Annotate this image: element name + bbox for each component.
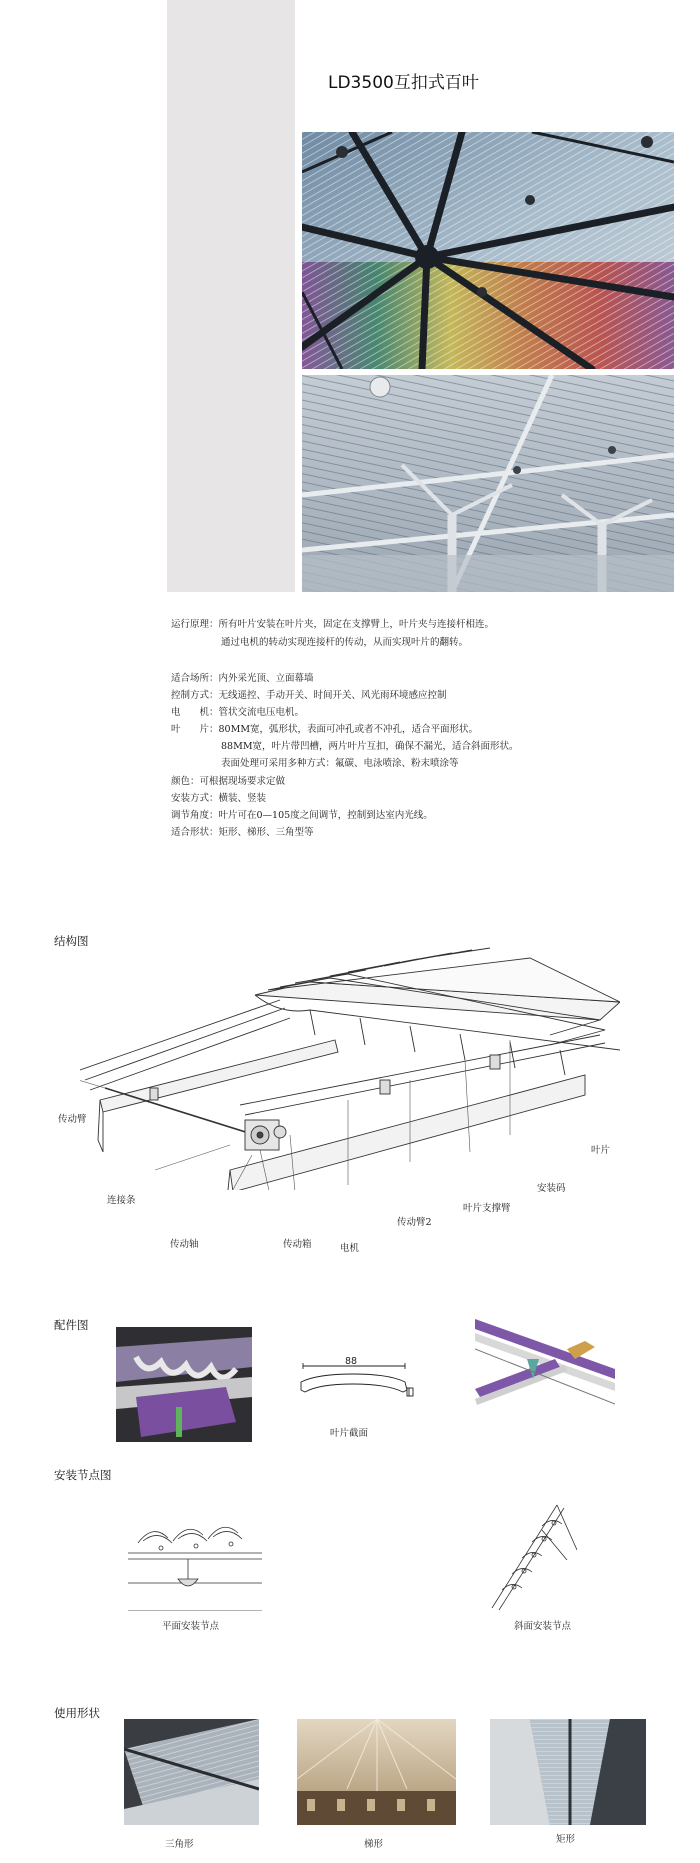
blade-section-drawing [297,1356,421,1410]
spec-row: 调节角度：叶片可在0—105度之间调节，控制到达室内光线。 [171,810,433,821]
caption-triangle: 三角形 [165,1839,194,1850]
label-motor: 电机 [340,1243,360,1254]
caption-slope-install: 斜面安装节点 [514,1621,572,1632]
spec-row: 电 机：管状交流电压电机。 [171,707,305,718]
caption-rectangle: 矩形 [556,1834,576,1845]
label-blade: 叶片 [591,1145,611,1156]
dimension-88: 88 [345,1356,358,1367]
label-mounting-bracket: 安装码 [537,1183,566,1194]
atrium-louvre-photo [302,375,674,592]
skylight-photo-radial [302,132,674,369]
label-blade-support-arm: 叶片支撑臂 [463,1203,511,1214]
spec-row: 88MM宽，叶片带凹槽，两片叶片互扣，确保不漏光，适合斜面形状。 [221,741,519,752]
shape-photo-trapezoid [297,1719,456,1825]
section-heading-shapes: 使用形状 [54,1706,100,1720]
spec-row: 颜色：可根据现场要求定做 [171,776,286,787]
structure-diagram [80,940,620,1190]
spec-row: 控制方式：无线遥控、手动开关、时间开关、风光雨环境感应控制 [171,690,447,701]
spec-row: 适合场所：内外采光顶、立面幕墙 [171,673,314,684]
shape-photo-rectangle [490,1719,646,1825]
spec-row: 运行原理：所有叶片安装在叶片夹，固定在支撑臂上，叶片夹与连接杆相连。 [171,619,495,630]
page-title: LD3500互扣式百叶 [328,73,479,93]
spec-row: 表面处理可采用多种方式：氟碳、电泳喷涂、粉末喷涂等 [221,758,459,769]
caption-blade-section: 叶片截面 [330,1428,369,1439]
section-heading-install: 安装节点图 [54,1468,112,1482]
caption-flat-install: 平面安装节点 [162,1621,220,1632]
spec-row: 叶 片：80MM宽，弧形状，表面可冲孔或者不冲孔，适合平面形状。 [171,724,479,735]
parts-photo-clip [116,1327,252,1442]
caption-trapezoid: 梯形 [364,1839,384,1850]
spec-row: 适合形状：矩形、梯形、三角型等 [171,827,314,838]
spec-row: 安装方式：横装、竖装 [171,793,267,804]
sidebar-panel [167,0,295,592]
label-connecting-rod: 连接条 [107,1195,136,1206]
section-heading-structure: 结构图 [54,934,89,948]
label-gearbox: 传动箱 [283,1239,312,1250]
spec-row: 通过电机的转动实现连接杆的传动，从而实现叶片的翻转。 [221,637,469,648]
shape-photo-triangle [124,1719,259,1825]
section-heading-parts: 配件图 [54,1318,89,1332]
slope-install-drawing [487,1500,577,1612]
flat-install-drawing [128,1513,262,1611]
label-transmission-arm-2: 传动臂2 [397,1217,432,1228]
label-transmission-arm: 传动臂 [58,1114,87,1125]
parts-photo-arm [475,1319,615,1439]
label-transmission-shaft: 传动轴 [170,1239,199,1250]
